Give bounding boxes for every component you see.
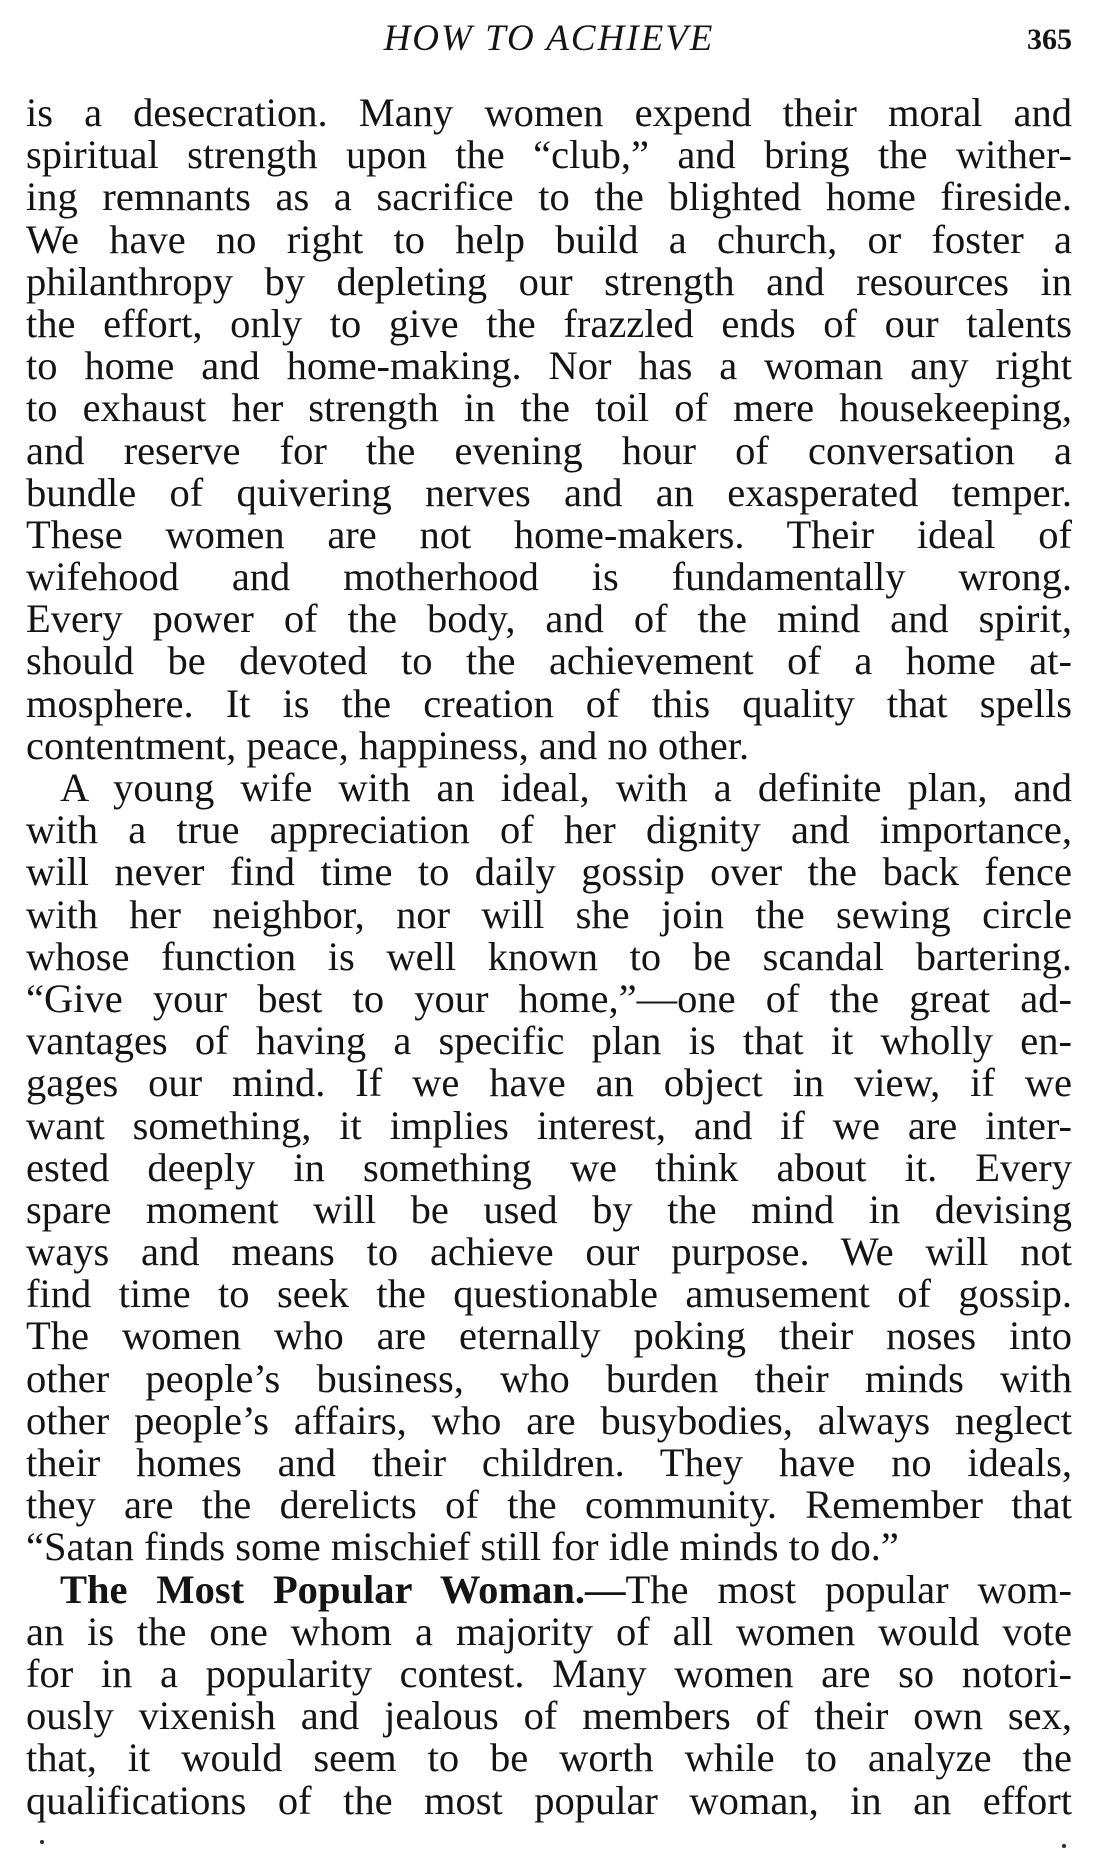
text-line: will never find time to daily gossip over the back fence (26, 849, 1072, 895)
text-line: want something, it implies interest, and if we are inter- (26, 1102, 1072, 1148)
text-line: with a true appreciation of her dignity and importance, (26, 807, 1072, 853)
text-line: that, it would seem to be worth while to analyze the (26, 1735, 1072, 1781)
text-line: other people’s affairs, who are busybodies, always neglect (26, 1397, 1072, 1443)
text-line: “Satan finds some mischief still for idle minds to do.” (26, 1524, 899, 1570)
text-line: contentment, peace, happiness, and no other. (26, 722, 750, 768)
text-line: wifehood and motherhood is fundamentally wrong. (26, 554, 1072, 600)
text-line: spiritual strength upon the “club,” and bring the wither- (26, 132, 1072, 178)
text-line: for in a popularity contest. Many women are so notori- (26, 1650, 1072, 1696)
text-line: philanthropy by depleting our strength and resources in (26, 258, 1072, 304)
text-line: the effort, only to give the frazzled ends of our talents (26, 300, 1072, 346)
text-line: to home and home-making. Nor has a woman any right (26, 343, 1072, 389)
text-line: their homes and their children. They have no ideals, (26, 1440, 1072, 1485)
text-line: they are the derelicts of the community. Remember that (26, 1482, 1072, 1528)
ink-speck (1062, 1844, 1066, 1848)
text-line: vantages of having a specific plan is that it wholly en- (26, 1018, 1072, 1064)
text-line: with her neighbor, nor will she join the sewing circle (26, 891, 1072, 937)
ink-speck (40, 1840, 44, 1844)
text-line: should be devoted to the achievement of a home at- (26, 638, 1072, 684)
text-line: find time to seek the questionable amusement of gossip. (26, 1271, 1072, 1317)
text-line: ously vixenish and jealous of members of their own sex, (26, 1693, 1072, 1739)
text-line: We have no right to help build a church, or foster a (26, 216, 1072, 262)
text-line: other people’s business, who burden their minds with (26, 1355, 1072, 1401)
running-title: HOW TO ACHIEVE (383, 18, 715, 59)
text-line: A young wife with an ideal, with a definite plan, and (60, 765, 1072, 810)
text-line: an is the one whom a majority of all women would vote (26, 1608, 1072, 1654)
text-line: ested deeply in something we think about it. Every (26, 1144, 1072, 1190)
text-line: Every power of the body, and of the mind and spirit, (26, 596, 1072, 642)
text-line: mosphere. It is the creation of this quality that spells (26, 680, 1072, 726)
text-line: ways and means to achieve our purpose. We will not (26, 1229, 1072, 1275)
text-line: gages our mind. If we have an object in view, if we (26, 1060, 1072, 1106)
text-line: ing remnants as a sacrifice to the blighted home fireside. (26, 174, 1072, 220)
text-line: The women who are eternally poking their noses into (26, 1313, 1072, 1359)
text-line: bundle of quivering nerves and an exasperated temper. (26, 469, 1072, 515)
text-line: to exhaust her strength in the toil of mere housekeeping, (26, 385, 1072, 431)
text-line: and reserve for the evening hour of conversation a (26, 427, 1072, 473)
text-line: These women are not home-makers. Their ideal of (26, 511, 1072, 557)
heading-line-rest: The most popular wom- (625, 1566, 1072, 1612)
text-line: is a desecration. Many women expend their moral and (26, 90, 1072, 135)
text-line: “Give your best to your home,”—one of the great ad- (26, 975, 1072, 1021)
text-line: whose function is well known to be scandal bartering. (26, 933, 1072, 979)
text-line: spare moment will be used by the mind in devising (26, 1186, 1072, 1232)
text-line: qualifications of the most popular woman, in an effort (26, 1777, 1072, 1823)
section-heading: The Most Popular Woman.— (60, 1566, 626, 1612)
page-number: 365 (1027, 23, 1072, 56)
